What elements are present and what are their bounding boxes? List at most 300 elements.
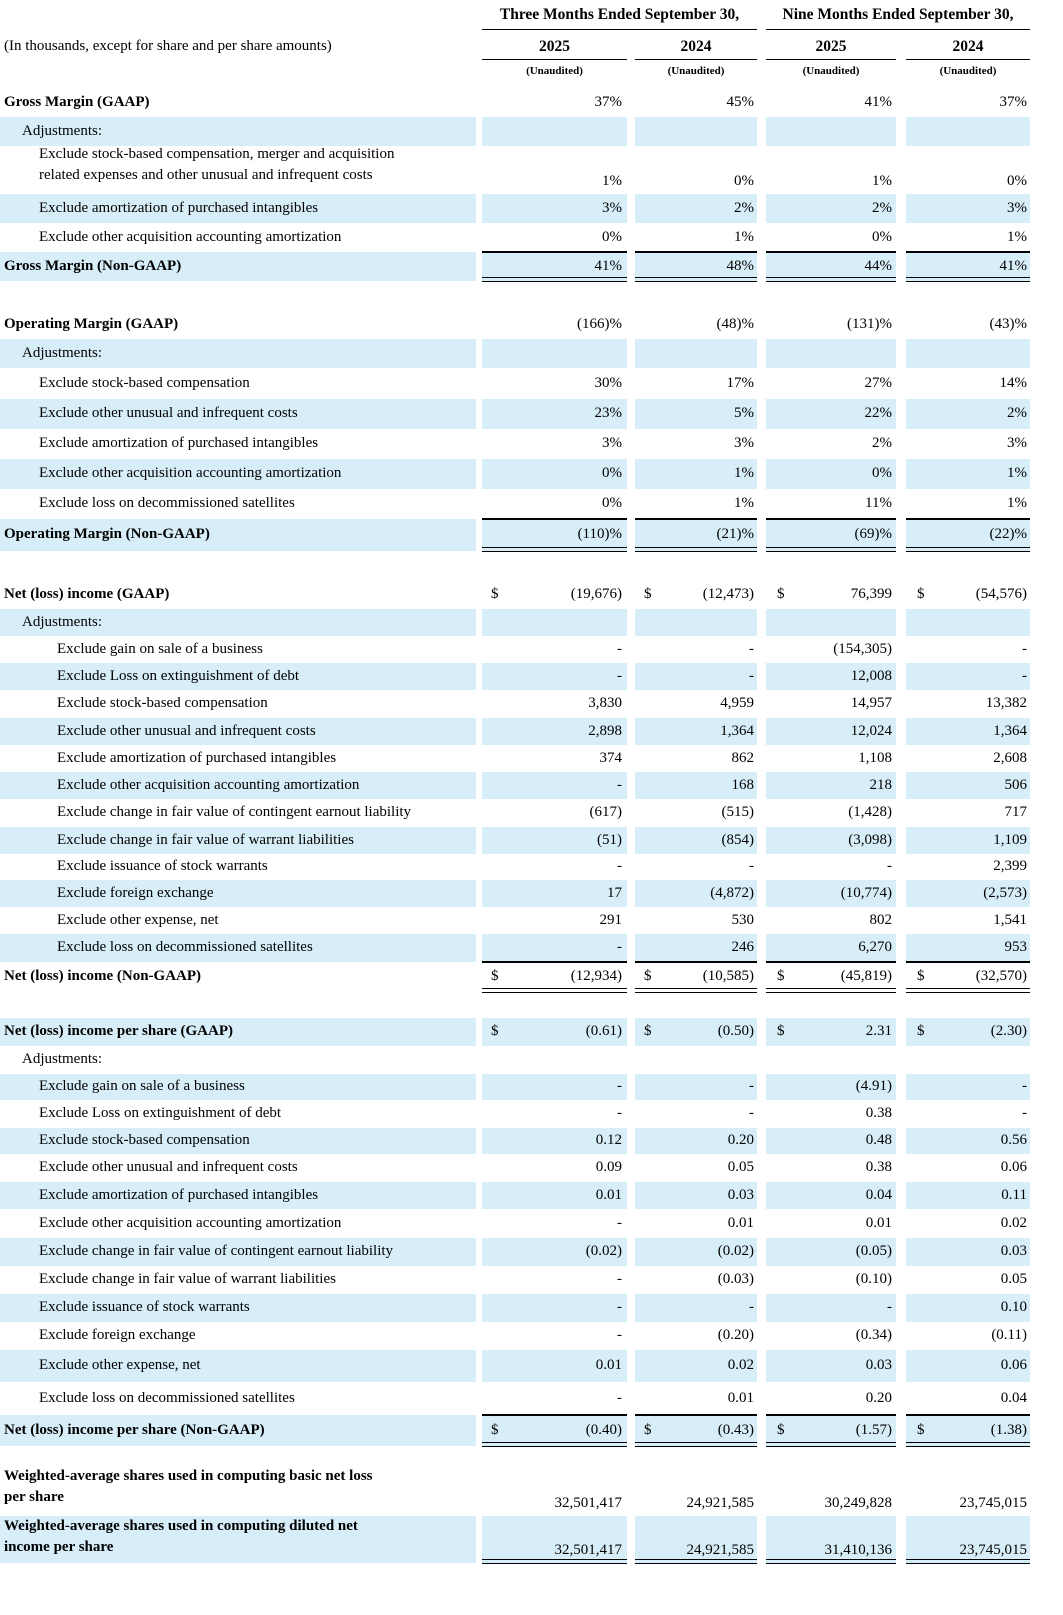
- cell-value: (21)%: [716, 526, 754, 542]
- subtotal-rule: [766, 962, 896, 963]
- row-label-line: Exclude change in fair value of contingent earnout liability: [39, 1243, 394, 1259]
- row-label: [4, 526, 210, 543]
- row-label-line: Exclude loss on decommissioned satellites: [39, 1389, 295, 1406]
- row-label: [39, 1327, 196, 1344]
- table-row: [0, 1100, 1063, 1128]
- cell-value: -: [1022, 667, 1027, 684]
- cell-value: -: [617, 939, 622, 955]
- cell-value: 2.31: [865, 1023, 892, 1039]
- row-label-line: Exclude loss on decommissioned satellites: [57, 939, 313, 955]
- row-label-line: Exclude other acquisition accounting amortization: [57, 776, 360, 793]
- row-label: [57, 939, 313, 956]
- row-label: [39, 1187, 318, 1204]
- cell-value: 1%: [734, 495, 754, 511]
- cell-value: 23,745,015: [959, 1495, 1027, 1511]
- cell-value: 1%: [1007, 465, 1027, 481]
- nine-months-header: Nine Months Ended September 30,: [782, 6, 1014, 23]
- cell-value: -: [1022, 1078, 1027, 1094]
- cell-value: 1%: [734, 228, 754, 245]
- cell-value: 37%: [594, 94, 622, 110]
- currency-symbol: $: [917, 968, 925, 984]
- row-label-line: related expenses and other unusual and infrequent costs: [39, 167, 373, 183]
- cell-value: 0.01: [727, 1389, 754, 1406]
- cell-value: 0.12: [595, 1132, 622, 1148]
- subtotal-rule: [766, 519, 896, 520]
- currency-symbol: $: [777, 585, 785, 602]
- cell-value: -: [617, 1271, 622, 1287]
- cell-value: 862: [731, 749, 754, 766]
- row-label-line: Exclude stock-based compensation: [57, 695, 268, 711]
- row-label: [4, 258, 181, 275]
- row-label-line: Operating Margin (GAAP): [4, 315, 179, 332]
- three-months-header: Three Months Ended September 30,: [499, 6, 740, 23]
- cell-value: (10,585): [702, 968, 754, 984]
- row-label: [22, 345, 102, 362]
- row-label-line: Net (loss) income per share (GAAP): [4, 1023, 233, 1039]
- row-shading: [766, 339, 896, 368]
- subtotal-rule: [906, 519, 1030, 520]
- row-label-line: Adjustments:: [22, 1051, 103, 1067]
- row-label: [39, 1390, 295, 1407]
- row-label: [57, 641, 263, 658]
- table-row: [0, 399, 1063, 429]
- row-label-line: Exclude stock-based compensation: [39, 1132, 250, 1148]
- cell-value: (3,098): [848, 831, 892, 848]
- cell-value: 41%: [594, 257, 622, 274]
- cell-value: 0.38: [865, 1105, 892, 1121]
- row-label-line: Gross Margin (GAAP): [4, 94, 150, 110]
- table-row: [0, 1018, 1063, 1046]
- year-header: 2024: [680, 38, 712, 55]
- currency-symbol: $: [917, 585, 925, 602]
- double-total-rule: [906, 988, 1030, 993]
- cell-value: 41%: [999, 257, 1027, 274]
- table-row: [0, 144, 1063, 194]
- header-rule: [906, 59, 1030, 60]
- table-row: [0, 1266, 1063, 1294]
- cell-value: (54,576): [975, 585, 1027, 602]
- row-label-line: Exclude other expense, net: [39, 1357, 201, 1373]
- cell-value: 0.01: [595, 1186, 622, 1203]
- cell-value: (110)%: [577, 526, 622, 542]
- table-row: [0, 718, 1063, 745]
- unaudited-label: (Unaudited): [667, 65, 725, 77]
- subtotal-rule: [482, 1415, 627, 1416]
- row-label: [39, 146, 394, 184]
- table-row: [0, 117, 1063, 146]
- cell-value: (0.50): [717, 1023, 754, 1039]
- header-rule: [766, 59, 896, 60]
- row-shading: [635, 117, 757, 146]
- table-row: [0, 429, 1063, 459]
- cell-value: 3%: [602, 199, 622, 216]
- cell-value: 3%: [602, 435, 622, 451]
- cell-value: -: [617, 1214, 622, 1231]
- table-row: [0, 1516, 1063, 1563]
- currency-symbol: $: [917, 1421, 925, 1438]
- table-row: [0, 854, 1063, 880]
- table-row: [0, 1415, 1063, 1446]
- row-label: [4, 1518, 358, 1556]
- cell-value: 0.20: [727, 1132, 754, 1148]
- cell-value: 32,501,417: [554, 1495, 622, 1511]
- cell-value: 31,410,136: [824, 1542, 892, 1558]
- row-shading: [482, 339, 627, 368]
- double-total-rule: [635, 1442, 757, 1447]
- cell-value: 11%: [865, 495, 892, 511]
- table-row: [0, 799, 1063, 827]
- row-label-line: Exclude issuance of stock warrants: [39, 1299, 250, 1315]
- row-label: [4, 968, 201, 985]
- double-total-rule: [906, 277, 1030, 282]
- cell-value: 218: [869, 776, 892, 793]
- cell-value: (515): [721, 804, 754, 820]
- table-row: [0, 827, 1063, 854]
- row-label-line: Exclude amortization of purchased intangibles: [39, 199, 319, 216]
- cell-value: (10,774): [840, 884, 892, 901]
- cell-value: (12,473): [702, 585, 754, 602]
- table-row: [0, 1238, 1063, 1266]
- table-row: [0, 223, 1063, 252]
- cell-value: (0.11): [991, 1327, 1027, 1343]
- currency-symbol: $: [491, 1421, 499, 1438]
- cell-value: 1,108: [858, 749, 892, 766]
- table-row: [0, 636, 1063, 663]
- cell-value: 374: [599, 749, 622, 766]
- cell-value: 23%: [594, 405, 622, 421]
- row-label-line: Exclude Loss on extinguishment of debt: [57, 667, 300, 684]
- double-total-rule: [906, 1442, 1030, 1447]
- cell-value: 24,921,585: [686, 1542, 754, 1558]
- row-label-line: Net (loss) income (GAAP): [4, 585, 170, 602]
- cell-value: (22)%: [989, 526, 1027, 542]
- row-label: [57, 858, 268, 875]
- row-label: [39, 495, 295, 512]
- cell-value: -: [749, 1105, 754, 1121]
- cell-value: 0.09: [595, 1159, 622, 1175]
- cell-value: (0.02): [585, 1243, 622, 1259]
- table-row: [0, 489, 1063, 519]
- cell-value: 1,364: [720, 722, 754, 739]
- table-row: [0, 90, 1063, 116]
- cell-value: -: [617, 667, 622, 684]
- row-label-line: Exclude Loss on extinguishment of debt: [39, 1105, 282, 1121]
- cell-value: 0.01: [595, 1357, 622, 1373]
- row-label-line: Adjustments:: [22, 122, 103, 139]
- cell-value: 0.38: [865, 1159, 892, 1175]
- row-label-line: Adjustments:: [22, 613, 103, 630]
- cell-value: -: [617, 1078, 622, 1094]
- table-row: [0, 1466, 1063, 1516]
- row-label: [39, 435, 318, 452]
- cell-value: (4.91): [855, 1078, 892, 1094]
- row-shading: [906, 339, 1030, 368]
- currency-symbol: $: [777, 1421, 785, 1438]
- cell-value: (1.38): [990, 1421, 1027, 1438]
- cell-value: 0.06: [1000, 1159, 1027, 1175]
- table-row: [0, 1350, 1063, 1382]
- row-shading: [482, 609, 627, 636]
- currency-symbol: $: [644, 1421, 652, 1438]
- row-label-line: Exclude amortization of purchased intangibles: [39, 435, 319, 451]
- cell-value: 0.04: [865, 1186, 892, 1203]
- header-rule: [482, 29, 757, 30]
- cell-value: -: [749, 640, 754, 657]
- cell-value: (43)%: [989, 315, 1027, 332]
- cell-value: 0.10: [1000, 1299, 1027, 1315]
- year-header: 2025: [815, 38, 847, 55]
- table-row: [0, 690, 1063, 718]
- cell-value: (12,934): [570, 968, 622, 984]
- table-row: [0, 1322, 1063, 1350]
- cell-value: (1.57): [855, 1421, 892, 1438]
- row-label-line: Exclude change in fair value of contingent earnout liability: [57, 804, 412, 820]
- header-rule: [482, 59, 627, 60]
- cell-value: 14%: [999, 375, 1027, 391]
- row-label-line: per share: [4, 1489, 64, 1505]
- cell-value: 0.11: [1001, 1186, 1027, 1203]
- table-row: [0, 934, 1063, 962]
- row-label: [39, 375, 250, 392]
- cell-value: -: [887, 1299, 892, 1315]
- double-total-rule: [635, 988, 757, 993]
- cell-value: 0.02: [727, 1357, 754, 1373]
- cell-value: 0%: [602, 465, 622, 481]
- currency-symbol: $: [644, 968, 652, 984]
- cell-value: -: [887, 858, 892, 874]
- unaudited-label: (Unaudited): [802, 65, 860, 77]
- double-total-rule: [766, 547, 896, 552]
- table-row: [0, 1128, 1063, 1154]
- row-shading: [906, 609, 1030, 636]
- cell-value: 0%: [872, 465, 892, 481]
- table-row: [0, 1209, 1063, 1238]
- cell-value: 37%: [999, 94, 1027, 110]
- row-label-line: Operating Margin (Non-GAAP): [4, 526, 210, 542]
- subtotal-rule: [482, 962, 627, 963]
- row-label: [39, 1078, 245, 1095]
- row-label: [57, 777, 359, 794]
- double-total-rule: [906, 547, 1030, 552]
- cell-value: 168: [731, 776, 754, 793]
- cell-value: (2,573): [983, 884, 1027, 901]
- cell-value: 0%: [1007, 173, 1027, 189]
- double-total-rule: [766, 1442, 896, 1447]
- row-label: [39, 1271, 336, 1288]
- cell-value: 2%: [872, 199, 892, 216]
- row-label: [57, 832, 354, 849]
- cell-value: (51): [597, 831, 622, 848]
- cell-value: 0.05: [1000, 1271, 1027, 1287]
- table-row: [0, 1182, 1063, 1209]
- row-label: [39, 200, 318, 217]
- row-label: [39, 1159, 298, 1176]
- row-label: [39, 1357, 201, 1374]
- row-label: [22, 614, 102, 631]
- cell-value: 0.02: [1000, 1214, 1027, 1231]
- cell-value: (19,676): [570, 585, 622, 602]
- cell-value: 530: [731, 911, 754, 928]
- subtotal-rule: [766, 1415, 896, 1416]
- double-total-rule: [482, 1442, 627, 1447]
- cell-value: 0%: [872, 228, 892, 245]
- currency-symbol: $: [491, 585, 499, 602]
- cell-value: (2.30): [990, 1023, 1027, 1039]
- table-row: [0, 745, 1063, 772]
- cell-value: 0%: [602, 495, 622, 511]
- row-label: [4, 1023, 233, 1040]
- cell-value: 12,008: [850, 667, 892, 684]
- cell-value: 246: [731, 939, 754, 955]
- cell-value: (0.43): [717, 1421, 754, 1438]
- subtotal-rule: [635, 962, 757, 963]
- row-label: [39, 1105, 281, 1122]
- cell-value: 30%: [594, 375, 622, 391]
- row-label: [4, 1468, 373, 1506]
- cell-value: 1%: [602, 173, 622, 189]
- row-label-line: Net (loss) income per share (Non-GAAP): [4, 1421, 265, 1438]
- row-label-line: Exclude stock-based compensation: [39, 375, 250, 391]
- cell-value: (0.34): [855, 1327, 892, 1343]
- double-total-rule: [635, 547, 757, 552]
- cell-value: 0.01: [865, 1214, 892, 1231]
- cell-value: 3%: [1007, 435, 1027, 451]
- table-row: [0, 580, 1063, 609]
- row-label: [22, 1051, 102, 1068]
- row-label: [57, 668, 299, 685]
- cell-value: 1,364: [993, 722, 1027, 739]
- row-shading: [766, 609, 896, 636]
- row-shading: [635, 339, 757, 368]
- row-label: [57, 804, 411, 821]
- cell-value: (1,428): [848, 804, 892, 820]
- row-label-line: Gross Margin (Non-GAAP): [4, 257, 182, 274]
- row-shading: [482, 117, 627, 146]
- row-label: [39, 1132, 250, 1149]
- row-label: [57, 912, 219, 929]
- cell-value: -: [749, 667, 754, 684]
- cell-value: 0%: [602, 228, 622, 245]
- cell-value: (0.20): [717, 1327, 754, 1343]
- cell-value: 0.05: [727, 1159, 754, 1175]
- table-row: [0, 1294, 1063, 1322]
- row-label-line: Exclude other acquisition accounting amortization: [39, 228, 342, 245]
- row-label: [4, 94, 150, 111]
- cell-value: 802: [869, 911, 892, 928]
- double-total-rule: [766, 277, 896, 282]
- cell-value: (32,570): [975, 968, 1027, 984]
- cell-value: 2,898: [588, 722, 622, 739]
- cell-value: -: [617, 640, 622, 657]
- header-rule: [635, 59, 757, 60]
- row-label-line: Exclude other acquisition accounting amortization: [39, 1214, 342, 1231]
- table-row: [0, 459, 1063, 489]
- row-shading: [766, 117, 896, 146]
- subtotal-rule: [906, 1415, 1030, 1416]
- cell-value: 1,541: [993, 911, 1027, 928]
- cell-value: (0.03): [717, 1271, 754, 1287]
- cell-value: 30,249,828: [824, 1495, 892, 1511]
- cell-value: 3,830: [588, 695, 622, 711]
- table-row: [0, 880, 1063, 907]
- cell-value: 953: [1004, 939, 1027, 955]
- cell-value: (131)%: [847, 315, 892, 332]
- row-label: [39, 1243, 393, 1260]
- table-row: [0, 663, 1063, 690]
- subtotal-rule: [906, 962, 1030, 963]
- row-label-line: Exclude issuance of stock warrants: [57, 858, 268, 874]
- header-rule: [766, 29, 1030, 30]
- cell-value: 1,109: [993, 831, 1027, 848]
- row-label-line: Exclude amortization of purchased intangibles: [39, 1186, 319, 1203]
- cell-value: 13,382: [985, 695, 1027, 711]
- row-label: [39, 1215, 341, 1232]
- cell-value: -: [749, 858, 754, 874]
- subtotal-rule: [635, 519, 757, 520]
- cell-value: 0.03: [865, 1357, 892, 1373]
- cell-value: (0.02): [717, 1243, 754, 1259]
- cell-value: -: [617, 1299, 622, 1315]
- row-label: [39, 1299, 250, 1316]
- cell-value: 0.01: [727, 1214, 754, 1231]
- cell-value: 17: [607, 884, 622, 901]
- cell-value: 14,957: [850, 695, 892, 711]
- cell-value: 3%: [1007, 199, 1027, 216]
- cell-value: 5%: [734, 405, 754, 421]
- row-label-line: Exclude stock-based compensation, merger and acquisition: [39, 146, 395, 162]
- double-total-rule: [482, 1559, 627, 1564]
- table-row: [0, 1074, 1063, 1100]
- cell-value: (0.61): [585, 1023, 622, 1039]
- row-label-line: Exclude other acquisition accounting amortization: [39, 465, 342, 481]
- table-row: [0, 339, 1063, 368]
- currency-symbol: $: [777, 968, 785, 984]
- cell-value: -: [749, 1078, 754, 1094]
- cell-value: (4,872): [710, 884, 754, 901]
- cell-value: 1%: [1007, 495, 1027, 511]
- table-row: [0, 1382, 1063, 1415]
- cell-value: 4,959: [720, 695, 754, 711]
- row-label: [39, 229, 341, 246]
- row-label-line: Exclude foreign exchange: [39, 1327, 196, 1343]
- cell-value: -: [749, 1299, 754, 1315]
- row-label: [57, 695, 268, 712]
- cell-value: (0.05): [855, 1243, 892, 1259]
- subtotal-rule: [635, 252, 757, 253]
- cell-value: (154,305): [833, 640, 892, 657]
- row-label-line: Exclude gain on sale of a business: [57, 640, 263, 657]
- cell-value: 2,608: [993, 749, 1027, 766]
- cell-value: 17%: [726, 375, 754, 391]
- table-row: [0, 310, 1063, 339]
- table-row: [0, 609, 1063, 636]
- cell-value: (166)%: [577, 315, 622, 332]
- double-total-rule: [906, 1559, 1030, 1564]
- table-row: [0, 519, 1063, 551]
- currency-symbol: $: [491, 968, 499, 984]
- cell-value: 41%: [864, 94, 892, 110]
- table-row: [0, 1046, 1063, 1074]
- cell-value: 6,270: [858, 939, 892, 955]
- cell-value: 32,501,417: [554, 1542, 622, 1558]
- row-label-line: income per share: [4, 1539, 114, 1555]
- cell-value: 2,399: [993, 858, 1027, 874]
- year-header: 2025: [539, 38, 570, 55]
- cell-value: (0.10): [855, 1271, 892, 1287]
- subtotal-rule: [906, 252, 1030, 253]
- row-label: [39, 465, 341, 482]
- row-label-line: Exclude other expense, net: [57, 911, 219, 928]
